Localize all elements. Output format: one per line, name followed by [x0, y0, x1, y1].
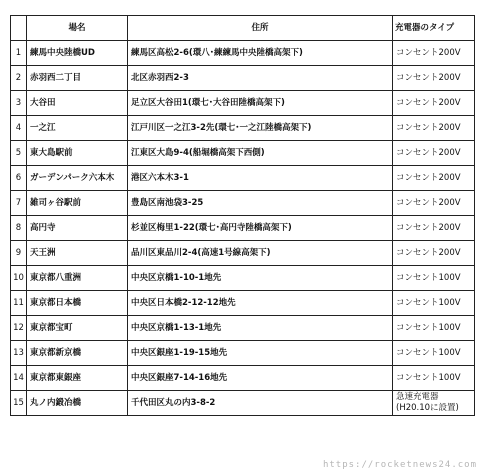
row-number: 8	[11, 216, 27, 241]
row-number: 6	[11, 166, 27, 191]
row-address: 中央区京橋1-13-1地先	[128, 316, 393, 341]
charger-type-line-2: (H20.10に設置)	[396, 403, 459, 413]
table-row	[11, 366, 475, 391]
row-number: 15	[11, 391, 27, 416]
table-row	[11, 316, 475, 341]
row-charger-type: コンセント100V	[393, 291, 475, 316]
header-address: 住所	[128, 16, 393, 41]
row-charger-type	[393, 391, 475, 416]
row-name: 東京都東銀座	[27, 366, 128, 391]
row-address: 豊島区南池袋3-25	[128, 191, 393, 216]
watermark-text: https://rocketnews24.com	[322, 460, 477, 470]
row-charger-type: コンセント100V	[393, 341, 475, 366]
table-row	[11, 66, 475, 91]
row-name: ガーデンパーク六本木	[27, 166, 128, 191]
row-name: 東大島駅前	[27, 141, 128, 166]
header-name: 場名	[27, 16, 128, 41]
row-name: 東京都宝町	[27, 316, 128, 341]
table-row	[11, 141, 475, 166]
row-name: 練馬中央陸橋UD	[27, 41, 128, 66]
table-row	[11, 266, 475, 291]
row-address: 千代田区丸の内3-8-2	[128, 391, 393, 416]
row-name: 赤羽西二丁目	[27, 66, 128, 91]
row-number: 7	[11, 191, 27, 216]
row-number: 14	[11, 366, 27, 391]
table-row	[11, 191, 475, 216]
row-number: 13	[11, 341, 27, 366]
row-address: 足立区大谷田1(環七･大谷田陸橋高架下)	[128, 91, 393, 116]
table-row	[11, 41, 475, 66]
charger-type-line-1: 急速充電器	[396, 392, 439, 402]
row-number: 3	[11, 91, 27, 116]
row-address: 中央区日本橋2-12-12地先	[128, 291, 393, 316]
row-number: 2	[11, 66, 27, 91]
row-number: 1	[11, 41, 27, 66]
table-row	[11, 391, 475, 416]
row-name: 東京都日本橋	[27, 291, 128, 316]
row-charger-type: コンセント200V	[393, 141, 475, 166]
table-header-row	[11, 16, 475, 41]
row-address: 品川区東品川2-4(高速1号線高架下)	[128, 241, 393, 266]
row-charger-type: コンセント200V	[393, 41, 475, 66]
row-address: 江戸川区一之江3-2先(環七･一之江陸橋高架下)	[128, 116, 393, 141]
row-number: 10	[11, 266, 27, 291]
row-charger-type: コンセント100V	[393, 266, 475, 291]
header-number	[11, 16, 27, 41]
row-name: 雑司ヶ谷駅前	[27, 191, 128, 216]
row-charger-type: コンセント100V	[393, 316, 475, 341]
row-number: 9	[11, 241, 27, 266]
parking-table-container	[10, 15, 475, 416]
row-address: 杉並区梅里1-22(環七･高円寺陸橋高架下)	[128, 216, 393, 241]
row-charger-type: コンセント200V	[393, 241, 475, 266]
row-name: 高円寺	[27, 216, 128, 241]
parking-charger-table	[10, 15, 475, 416]
row-charger-type: コンセント200V	[393, 191, 475, 216]
row-name: 丸ノ内鍛冶橋	[27, 391, 128, 416]
table-row	[11, 216, 475, 241]
row-name: 天王洲	[27, 241, 128, 266]
row-charger-type: コンセント200V	[393, 66, 475, 91]
row-number: 12	[11, 316, 27, 341]
row-name: 東京都新京橋	[27, 341, 128, 366]
row-address: 中央区京橋1-10-1地先	[128, 266, 393, 291]
row-address: 港区六本木3-1	[128, 166, 393, 191]
table-row	[11, 241, 475, 266]
row-name: 東京都八重洲	[27, 266, 128, 291]
row-address: 中央区銀座1-19-15地先	[128, 341, 393, 366]
header-charger-type: 充電器のタイプ	[393, 16, 475, 41]
row-address: 中央区銀座7-14-16地先	[128, 366, 393, 391]
row-charger-type: コンセント200V	[393, 166, 475, 191]
row-number: 4	[11, 116, 27, 141]
row-charger-type: コンセント100V	[393, 366, 475, 391]
table-row	[11, 166, 475, 191]
row-charger-type: コンセント200V	[393, 116, 475, 141]
row-charger-type: コンセント200V	[393, 91, 475, 116]
row-charger-type: コンセント200V	[393, 216, 475, 241]
table-row	[11, 341, 475, 366]
table-row	[11, 291, 475, 316]
row-number: 11	[11, 291, 27, 316]
table-row	[11, 91, 475, 116]
table-row	[11, 116, 475, 141]
row-name: 大谷田	[27, 91, 128, 116]
row-address: 江東区大島9-4(船堀橋高架下西側)	[128, 141, 393, 166]
row-address: 北区赤羽西2-3	[128, 66, 393, 91]
row-address: 練馬区高松2-6(環八･練練馬中央陸橋高架下)	[128, 41, 393, 66]
row-name: 一之江	[27, 116, 128, 141]
row-number: 5	[11, 141, 27, 166]
